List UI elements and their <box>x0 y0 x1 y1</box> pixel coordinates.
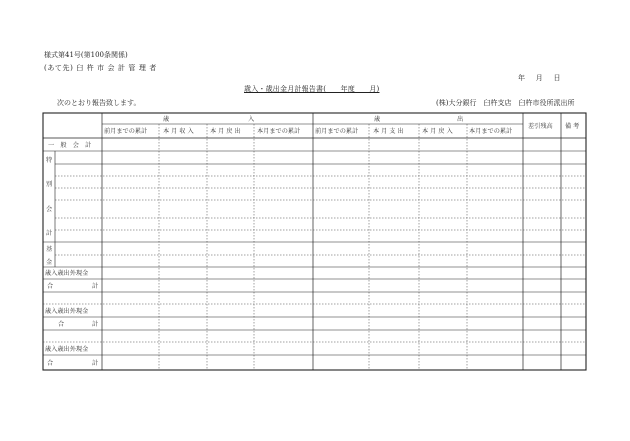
exp-cumulative: 本月までの累計 <box>469 128 513 135</box>
form-number: 様式第41号(第100条関係) <box>44 51 128 59</box>
row-total-1-char1: 合 <box>47 283 54 290</box>
intro-text: 次のとおり報告致します。 <box>57 99 141 107</box>
report-date: 年 月 日 <box>518 74 561 82</box>
row-outside-cash-3: 歳入歳出外現金 <box>45 346 89 353</box>
revenue-group-char2: 入 <box>248 116 255 123</box>
row-special-char2: 別 <box>46 181 53 188</box>
revenue-group-char1: 歳 <box>163 116 170 123</box>
row-special-char3: 会 <box>46 206 53 213</box>
report-title: 歳入・歳出金月計報告書( 年度 月) <box>244 85 380 93</box>
rev-prev-cumulative: 前月までの累計 <box>104 128 148 135</box>
row-total-3-char1: 合 <box>47 360 54 367</box>
row-total-2-char1: 合 <box>58 321 65 328</box>
row-total-1-char2: 計 <box>92 283 99 290</box>
row-fund-char2: 金 <box>46 259 53 266</box>
row-outside-cash-1: 歳入歳出外現金 <box>45 270 89 277</box>
row-special-char4: 計 <box>46 230 53 237</box>
rev-month-income: 本 月 収 入 <box>163 128 194 135</box>
balance-header: 差引残高 <box>528 123 553 130</box>
row-special-char1: 特 <box>46 157 53 164</box>
row-total-2-char2: 計 <box>92 321 99 328</box>
rev-month-refund: 本 月 戻 出 <box>210 128 241 135</box>
remarks-header: 備 考 <box>565 123 580 130</box>
addressee: (あて先) 臼 杵 市 会 計 管 理 者 <box>44 64 157 72</box>
bank-branch: (株)大分銀行 臼杵支店 臼杵市役所派出所 <box>436 99 575 107</box>
row-total-3-char2: 計 <box>92 360 99 367</box>
expense-group-char2: 出 <box>457 116 464 123</box>
exp-month-payment: 本 月 支 出 <box>373 128 404 135</box>
rev-cumulative: 本月までの累計 <box>257 128 301 135</box>
row-outside-cash-2: 歳入歳出外現金 <box>45 308 89 315</box>
row-fund-char1: 基 <box>46 246 53 253</box>
exp-prev-cumulative: 前月までの累計 <box>315 128 359 135</box>
row-general-account: 一 般 会 計 <box>48 142 92 149</box>
exp-month-return: 本 月 戻 入 <box>422 128 453 135</box>
expense-group-char1: 歳 <box>374 116 381 123</box>
